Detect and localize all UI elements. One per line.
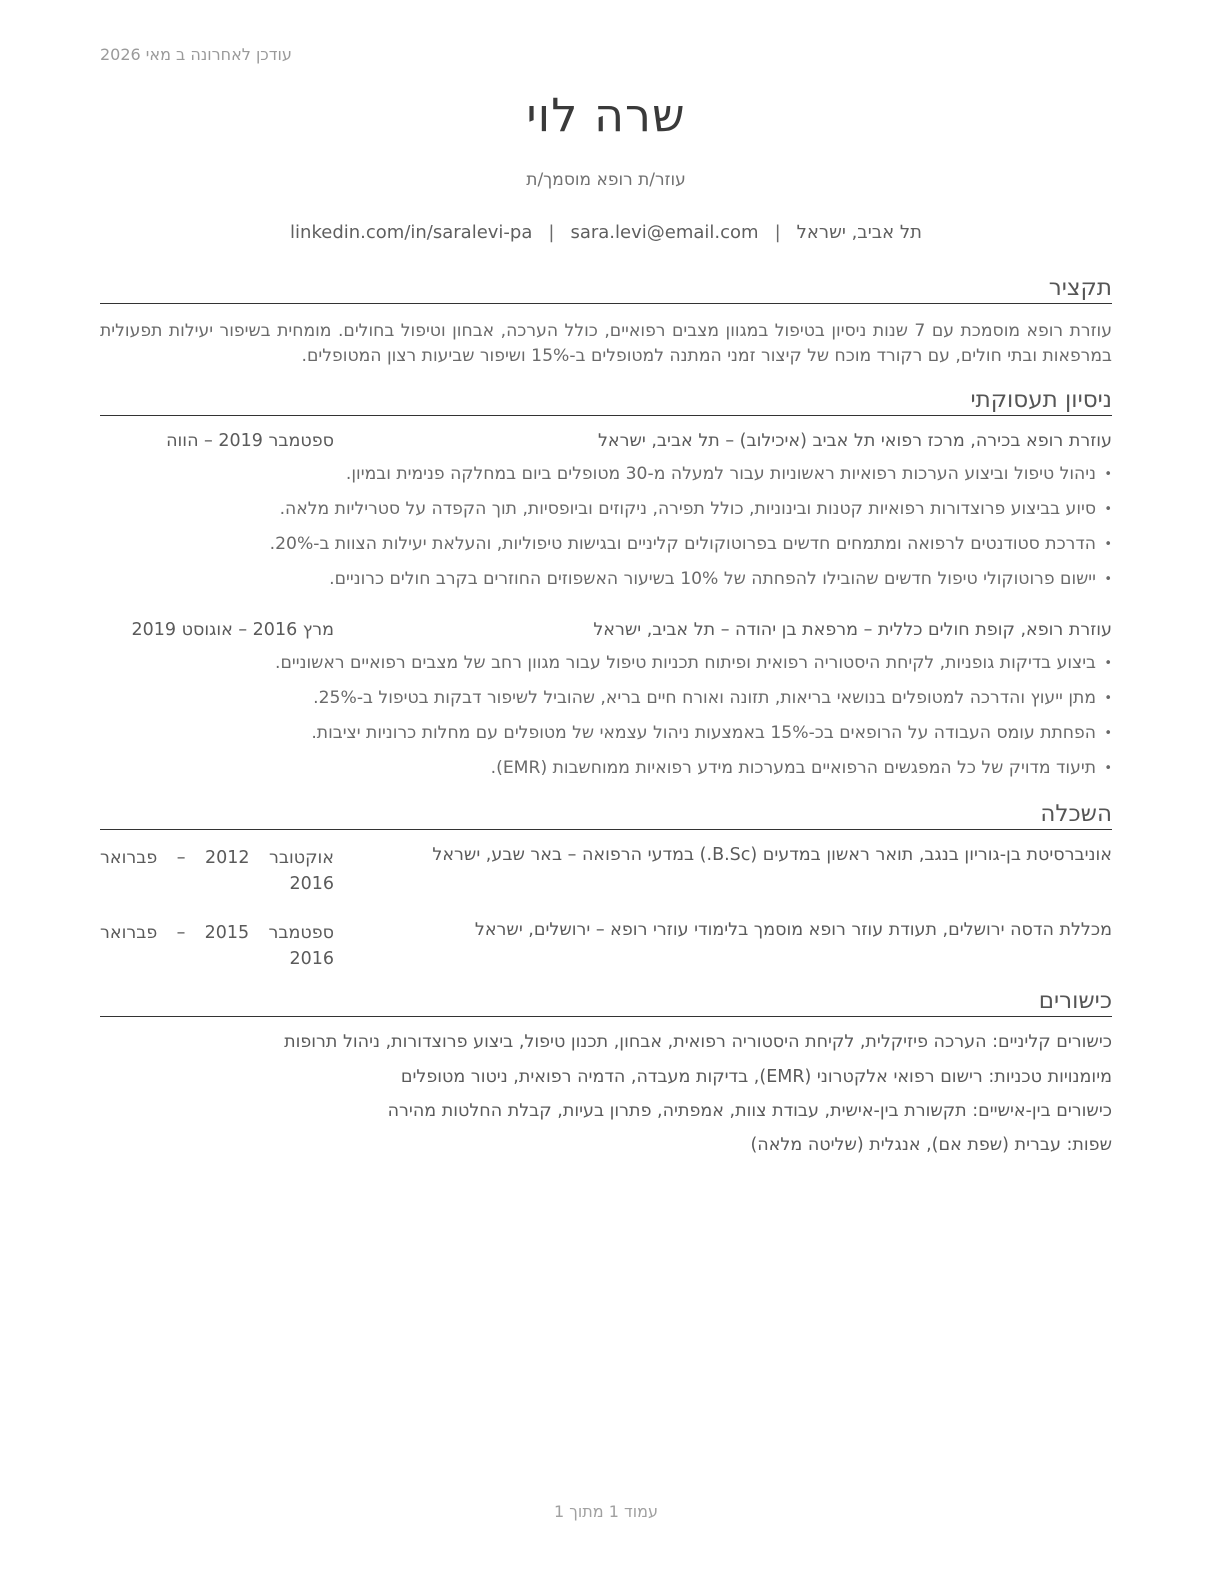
education-item bbox=[100, 845, 1112, 897]
location-text: תל אביב, ישראל bbox=[796, 222, 922, 243]
job-role: עוזרת רופא בכירה, מרכז רפואי תל אביב (איכילוב) – תל אביב, ישראל bbox=[597, 431, 1112, 451]
list-item: • ביצוע בדיקות גופניות, לקיחת היסטוריה רפואית ופיתוח תכניות טיפול עבור מגוון רחב של מצבים רפואיים ראשוניים. bbox=[100, 651, 1112, 686]
linkedin-link[interactable]: linkedin.com/in/saralevi-pa bbox=[290, 222, 533, 243]
last-updated: עודכן לאחרונה ב מאי 2026 bbox=[100, 45, 292, 64]
contact-separator: | bbox=[774, 222, 781, 243]
contact-line bbox=[100, 222, 1112, 243]
job-bullets bbox=[100, 651, 1112, 791]
skill-line-languages: שפות: עברית (שפת אם), אנגלית (שליטה מלאה) bbox=[750, 1135, 1112, 1155]
education-dates: אוקטובר 2012 – פברואר 2016 bbox=[100, 848, 334, 894]
page-number: עמוד 1 מתוך 1 bbox=[554, 1502, 658, 1521]
resume-page bbox=[100, 0, 1112, 1584]
job-header bbox=[100, 431, 1112, 455]
skill-line-interpersonal: כישורים בין-אישיים: תקשורת בין-אישית, עבודת צוות, אמפתיה, פתרון בעיות, קבלת החלטות מהירה bbox=[387, 1101, 1112, 1121]
job-bullets bbox=[100, 462, 1112, 602]
list-item: • סיוע בביצוע פרוצדורות רפואיות קטנות ובינוניות, כולל תפירה, ניקוזים וביופסיות, תוך הקפדה על סטריליות מלאה. bbox=[100, 497, 1112, 532]
skill-line-clinical: כישורים קליניים: הערכה פיזיקלית, לקיחת היסטוריה רפואית, אבחון, תכנון טיפול, ביצוע פרוצדורות, ניהול תרופות bbox=[284, 1032, 1112, 1052]
job-header bbox=[100, 620, 1112, 644]
list-item: • הדרכת סטודנטים לרפואה ומתמחים חדשים בפרוטוקולים קליניים ובגישות טיפוליות, והעלאת יעילות הצוות ב-20%. bbox=[100, 532, 1112, 567]
list-item: • ניהול טיפול וביצוע הערכות רפואיות ראשוניות עבור למעלה מ-30 מטופלים ביום במחלקה פנימית ובמיון. bbox=[100, 462, 1112, 497]
job-dates: מרץ 2016 – אוגוסט 2019 bbox=[131, 620, 334, 640]
section-title-education: השכלה bbox=[100, 800, 1112, 830]
section-title-experience: ניסיון תעסוקתי bbox=[100, 386, 1112, 416]
education-dates: ספטמבר 2015 – פברואר 2016 bbox=[100, 923, 334, 969]
list-item: • יישום פרוטוקולי טיפול חדשים שהובילו להפחתה של 10% בשיעור האשפוזים החוזרים בקרב חולים כרוניים. bbox=[100, 567, 1112, 602]
education-school: מכללת הדסה ירושלים, תעודת עוזר רופא מוסמך בלימודי עוזרי רופא – ירושלים, ישראל bbox=[474, 920, 1112, 940]
candidate-name: שרה לוי bbox=[526, 88, 686, 142]
education-school: אוניברסיטת בן-גוריון בנגב, תואר ראשון במדעים (B.Sc.) במדעי הרפואה – באר שבע, ישראל bbox=[432, 845, 1112, 865]
list-item: • מתן ייעוץ והדרכה למטופלים בנושאי בריאות, תזונה ואורח חיים בריא, שהוביל לשיפור דבקות בטיפול ב-25%. bbox=[100, 686, 1112, 721]
summary-text: עוזרת רופא מוסמכת עם 7 שנות ניסיון בטיפול במגוון מצבים רפואיים, כולל הערכה, אבחון וטיפול בחולים. מומחית בשיפור יעילות תפעולית במרפאות ובתי חולים, עם רקורד מוכח של קיצור זמני המתנה למטופלים ב-15% ושיפור שביעות רצון המטופלים. bbox=[100, 321, 1113, 366]
email-link[interactable]: sara.levi@email.com bbox=[570, 222, 759, 243]
education-item bbox=[100, 920, 1112, 972]
skill-line-technical: מיומנויות טכניות: רישום רפואי אלקטרוני (EMR), בדיקות מעבדה, הדמיה רפואית, ניטור מטופלים bbox=[400, 1067, 1112, 1087]
section-title-skills: כישורים bbox=[100, 987, 1112, 1017]
list-item: • הפחתת עומס העבודה על הרופאים בכ-15% באמצעות ניהול עצמאי של מטופלים עם מחלות כרוניות יציבות. bbox=[100, 721, 1112, 756]
job-role: עוזרת רופא, קופת חולים כללית – מרפאת בן יהודה – תל אביב, ישראל bbox=[593, 620, 1112, 640]
list-item: • תיעוד מדויק של כל המפגשים הרפואיים במערכות מידע רפואיות ממוחשבות (EMR). bbox=[100, 756, 1112, 791]
contact-separator: | bbox=[548, 222, 555, 243]
candidate-title: עוזר/ת רופא מוסמך/ת bbox=[526, 170, 686, 190]
section-title-summary: תקציר bbox=[100, 274, 1112, 304]
job-dates: ספטמבר 2019 – הווה bbox=[166, 431, 334, 451]
